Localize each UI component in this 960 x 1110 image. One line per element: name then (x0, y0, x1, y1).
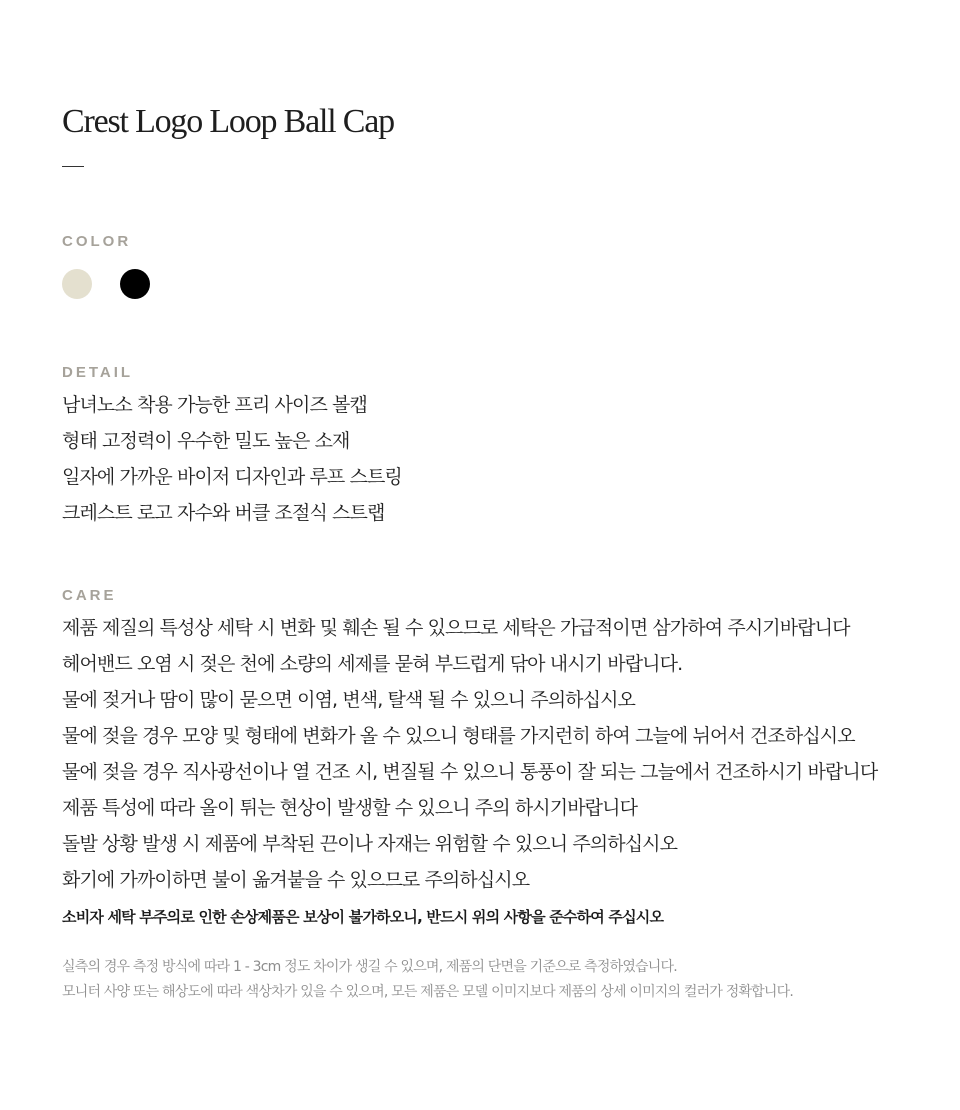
care-list (62, 610, 877, 898)
detail-item: 형태 고정력이 우수한 밀도 높은 소재 (62, 430, 350, 452)
care-item: 헤어밴드 오염 시 젖은 천에 소량의 세제를 묻혀 부드럽게 닦아 내시기 바랍니다. (62, 653, 683, 675)
care-item: 물에 젖을 경우 모양 및 형태에 변화가 올 수 있으니 형태를 가지런히 하여 그늘에 뉘어서 건조하십시오 (62, 725, 855, 747)
product-title: Crest Logo Loop Ball Cap (62, 103, 394, 140)
title-divider (62, 166, 84, 167)
detail-list (62, 387, 402, 531)
care-item: 제품 제질의 특성상 세탁 시 변화 및 훼손 될 수 있으므로 세탁은 가급적이면 삼가하여 주시기바랍니다 (62, 617, 850, 639)
notice-list (62, 955, 793, 1005)
notice-item: 모니터 사양 또는 해상도에 따라 색상차가 있을 수 있으며, 모든 제품은 모델 이미지보다 제품의 상세 이미지의 컬러가 정확합니다. (62, 984, 793, 1000)
detail-item: 일자에 가까운 바이저 디자인과 루프 스트링 (62, 466, 402, 488)
care-warning: 소비자 세탁 부주의로 인한 손상제품은 보상이 불가하오니, 반드시 위의 사항을 준수하여 주십시오 (62, 908, 664, 926)
care-item: 물에 젖거나 땀이 많이 묻으면 이염, 변색, 탈색 될 수 있으니 주의하십시오 (62, 689, 635, 711)
care-item: 제품 특성에 따라 올이 튀는 현상이 발생할 수 있으니 주의 하시기바랍니다 (62, 797, 638, 819)
color-section-label: COLOR (62, 233, 132, 250)
detail-item: 남녀노소 착용 가능한 프리 사이즈 볼캡 (62, 394, 367, 416)
notice-item: 실측의 경우 측정 방식에 따라 1 - 3cm 정도 차이가 생길 수 있으며, 제품의 단면을 기준으로 측정하였습니다. (62, 959, 677, 975)
care-item: 화기에 가까이하면 불이 옮겨붙을 수 있으므로 주의하십시오 (62, 869, 530, 891)
color-swatch-list (62, 269, 150, 299)
care-section-label: CARE (62, 587, 117, 604)
detail-item: 크레스트 로고 자수와 버클 조절식 스트랩 (62, 502, 385, 524)
care-item: 돌발 상황 발생 시 제품에 부착된 끈이나 자재는 위험할 수 있으니 주의하십시오 (62, 833, 678, 855)
care-item: 물에 젖을 경우 직사광선이나 열 건조 시, 변질될 수 있으니 통풍이 잘 되는 그늘에서 건조하시기 바랍니다 (62, 761, 878, 783)
detail-section-label: DETAIL (62, 364, 134, 381)
color-swatch-black[interactable] (120, 269, 150, 299)
color-swatch-ivory[interactable] (62, 269, 92, 299)
